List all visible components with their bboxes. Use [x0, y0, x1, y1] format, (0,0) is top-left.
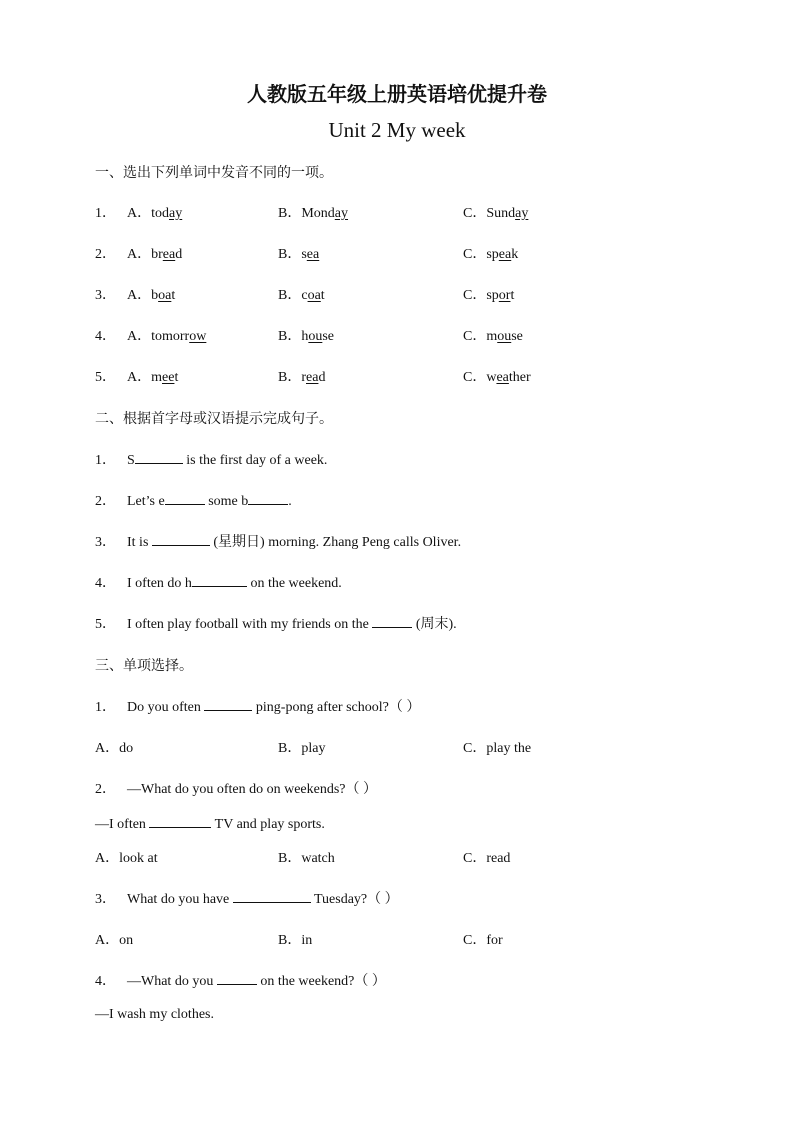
item-number: 4． [95, 576, 116, 591]
answer-blank[interactable] [233, 890, 311, 903]
s1-item-1-option-c[interactable]: C．Sunday [463, 206, 529, 221]
s2-item-2: 2． Let’s e some b . [95, 490, 292, 510]
s3-q1-option-c[interactable]: C．play the [463, 741, 532, 756]
s2-item-5: 5． I often play football with my friends on the (周末). [95, 613, 457, 633]
underlined-letters: ay [515, 206, 529, 221]
answer-blank[interactable] [165, 492, 205, 505]
s3-question-1: 1． Do you often ping-pong after school?（ ） [95, 696, 420, 716]
answer-blank[interactable] [149, 815, 211, 828]
item-number: 2． [95, 494, 116, 509]
s3-q2-option-c[interactable]: C．read [463, 851, 511, 866]
s1-item-4-option-a[interactable]: A．tomorrow [127, 329, 207, 344]
s1-item-3-option-a[interactable]: A．boat [127, 288, 176, 303]
s3-question-3: 3． What do you have Tuesday?（ ） [95, 888, 399, 908]
underlined-letters: ea [496, 370, 509, 385]
s1-item-1-option-b[interactable]: B．Monday [278, 206, 349, 221]
answer-blank[interactable] [135, 451, 183, 464]
s1-item-4-option-b[interactable]: B．house [278, 329, 335, 344]
s1-item-5-option-a[interactable]: A．meet [127, 370, 179, 385]
s3-q2-option-a[interactable]: A．look at [95, 851, 158, 866]
underlined-letters: ou [308, 329, 323, 344]
answer-blank[interactable] [248, 492, 288, 505]
answer-blank[interactable] [372, 615, 412, 628]
underlined-letters: ee [162, 370, 175, 385]
s1-item-2-option-a[interactable]: A．bread [127, 247, 183, 262]
s2-item-4: 4． I often do h on the weekend. [95, 572, 342, 592]
s3-q3-option-b[interactable]: B．in [278, 933, 313, 948]
s2-item-3: 3． It is (星期日) morning. Zhang Peng calls Oliver. [95, 531, 461, 551]
underlined-letters: ay [334, 206, 349, 221]
underlined-letters: oa [158, 288, 172, 303]
item-number: 1． [95, 453, 116, 468]
item-number: 3． [95, 892, 116, 907]
s3-q3-option-c[interactable]: C．for [463, 933, 503, 948]
item-number: 5． [95, 370, 116, 385]
s1-item-5-option-b[interactable]: B．read [278, 370, 326, 385]
item-number: 2． [95, 782, 116, 797]
answer-blank[interactable] [217, 972, 257, 985]
item-number: 1． [95, 206, 116, 221]
s3-question-2: 2． —What do you often do on weekends?（ ） [95, 778, 377, 798]
s3-q2-option-b[interactable]: B．watch [278, 851, 335, 866]
answer-blank[interactable] [152, 533, 210, 546]
underlined-letters: oa [307, 288, 321, 303]
item-number: 5． [95, 617, 116, 632]
underlined-letters: ou [497, 329, 512, 344]
s3-q4-line2: —I wash my clothes. [95, 1007, 214, 1022]
section3-heading: 三、单项选择。 [95, 658, 193, 674]
item-number: 2． [95, 247, 116, 262]
s3-q1-option-a[interactable]: A．do [95, 741, 134, 756]
item-number: 3． [95, 535, 116, 550]
s1-item-1-option-a[interactable]: A．today [127, 206, 183, 221]
s1-item-4-option-c[interactable]: C．mouse [463, 329, 523, 344]
underlined-letters: ea [306, 370, 319, 385]
item-number: 4． [95, 329, 116, 344]
underlined-letters: ay [169, 206, 183, 221]
section1-heading: 一、选出下列单词中发音不同的一项。 [95, 165, 333, 181]
item-number: 4． [95, 974, 116, 989]
underlined-letters: ea [498, 247, 512, 262]
s1-item-3-option-c[interactable]: C．sport [463, 288, 515, 303]
underlined-letters: or [498, 288, 511, 303]
page-subtitle: Unit 2 My week [328, 118, 466, 142]
s3-question-4: 4． —What do you on the weekend?（ ） [95, 970, 386, 990]
answer-blank[interactable] [192, 574, 247, 587]
underlined-letters: ow [189, 329, 207, 344]
s3-q3-option-a[interactable]: A．on [95, 933, 134, 948]
item-number: 1． [95, 700, 116, 715]
s2-item-1: 1． S is the first day of a week. [95, 449, 327, 469]
s1-item-2-option-b[interactable]: B．sea [278, 247, 320, 262]
page-title: 人教版五年级上册英语培优提升卷 [247, 82, 547, 106]
s3-q1-option-b[interactable]: B．play [278, 741, 326, 756]
s1-item-3-option-b[interactable]: B．coat [278, 288, 325, 303]
s3-q2-line2: —I often TV and play sports. [95, 817, 325, 832]
s1-item-2-option-c[interactable]: C．speak [463, 247, 519, 262]
item-number: 3． [95, 288, 116, 303]
answer-blank[interactable] [204, 698, 252, 711]
s1-item-5-option-c[interactable]: C．weather [463, 370, 531, 385]
underlined-letters: ea [306, 247, 320, 262]
underlined-letters: ea [162, 247, 176, 262]
section2-heading: 二、根据首字母或汉语提示完成句子。 [95, 411, 333, 427]
